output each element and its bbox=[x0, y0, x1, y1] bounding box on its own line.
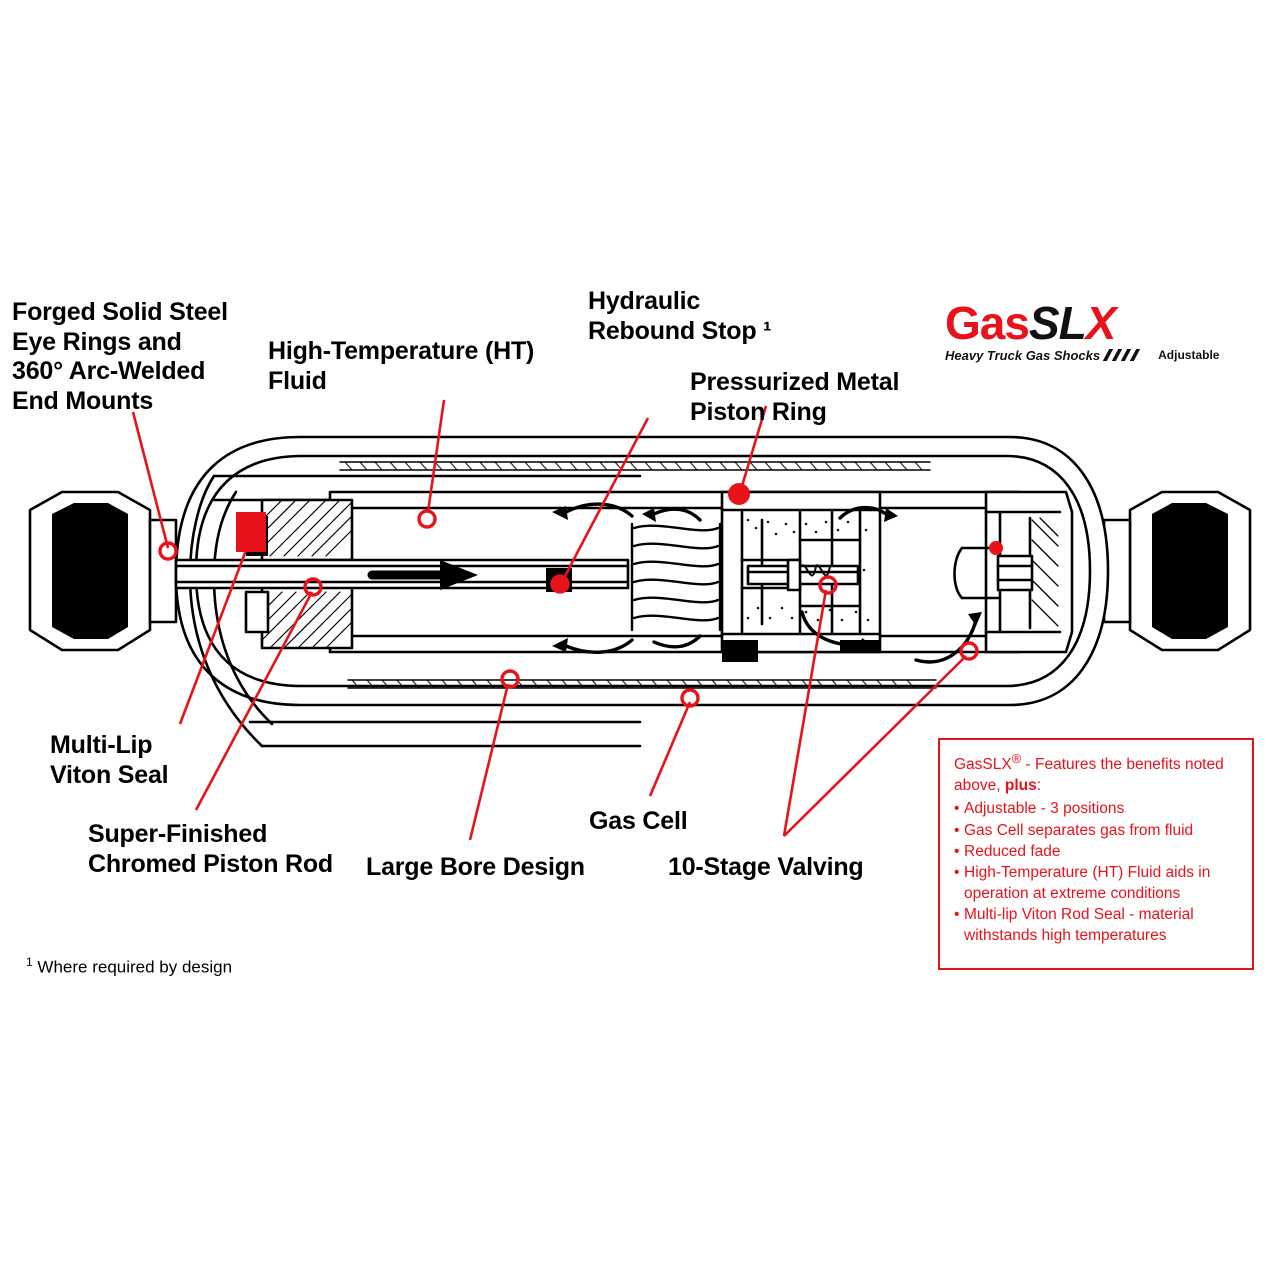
features-list bbox=[954, 799, 1242, 946]
callout-ten-stage-valving bbox=[668, 853, 864, 883]
features-intro-colon: : bbox=[1036, 776, 1042, 794]
callout-line: 10-Stage Valving bbox=[668, 853, 864, 881]
callout-line: Fluid bbox=[268, 366, 327, 395]
features-intro-prefix: GasSLX bbox=[954, 756, 1012, 774]
feature-item: • Reduced fade bbox=[954, 842, 1242, 862]
features-intro bbox=[954, 750, 1242, 796]
feature-item: • Gas Cell separates gas from fluid bbox=[954, 821, 1242, 841]
callout-ht-fluid bbox=[268, 337, 534, 396]
feature-item: • High-Temperature (HT) Fluid aids in operation at extreme conditions bbox=[954, 863, 1242, 904]
piston-valve-assembly bbox=[722, 492, 880, 662]
callout-hydraulic-rebound-stop bbox=[588, 287, 771, 346]
logo-wordmark bbox=[945, 297, 1255, 349]
callout-line: Hydraulic bbox=[588, 287, 701, 315]
callout-large-bore-design bbox=[366, 853, 585, 883]
callout-line: High-Temperature (HT) bbox=[268, 337, 535, 365]
logo-sl-text: SL bbox=[1028, 297, 1086, 349]
footnote-text: Where required by design bbox=[32, 957, 233, 977]
features-intro-rest: - Features the benefits noted above, bbox=[954, 756, 1224, 794]
footnote-marker: 1 bbox=[26, 955, 33, 969]
callout-forged-eye-rings bbox=[12, 298, 228, 416]
callout-multi-lip-viton-seal bbox=[50, 731, 168, 790]
callout-line: Pressurized Metal bbox=[690, 368, 900, 396]
callout-gas-cell bbox=[589, 807, 687, 837]
callout-line: Forged Solid Steel bbox=[12, 298, 228, 326]
right-eye-mount bbox=[1104, 492, 1250, 650]
callout-super-finished-chromed-piston-rod bbox=[88, 820, 333, 879]
callout-pressurized-metal-piston-ring bbox=[690, 368, 899, 427]
callout-line: 360° Arc-Welded bbox=[12, 357, 206, 385]
callout-line: Chromed Piston Rod bbox=[88, 849, 334, 878]
callout-line: Piston Ring bbox=[690, 397, 827, 426]
registered-mark: ® bbox=[1011, 751, 1022, 766]
callout-line: Rebound Stop ¹ bbox=[588, 316, 772, 345]
footnote bbox=[26, 955, 232, 978]
callout-line: End Mounts bbox=[12, 386, 154, 415]
logo-tagline-row bbox=[945, 346, 1255, 363]
callout-line: Gas Cell bbox=[589, 807, 688, 835]
callout-line: Viton Seal bbox=[50, 760, 169, 789]
logo-gas-text: Gas bbox=[945, 297, 1029, 349]
logo-slash-marks bbox=[1106, 349, 1152, 361]
callout-line: Large Bore Design bbox=[366, 853, 585, 881]
logo-adjustable-label: Adjustable bbox=[1158, 347, 1220, 362]
feature-item: • Multi-lip Viton Rod Seal - material withstands high temperatures bbox=[954, 905, 1242, 946]
logo-x-text: X bbox=[1085, 297, 1116, 349]
features-intro-bold: plus bbox=[1004, 776, 1037, 794]
logo-tagline: Heavy Truck Gas Shocks bbox=[945, 348, 1101, 363]
callout-line: Eye Rings and bbox=[12, 327, 182, 356]
callout-line: Multi-Lip bbox=[50, 731, 153, 759]
gasslx-logo bbox=[945, 297, 1255, 380]
feature-item: • Adjustable - 3 positions bbox=[954, 799, 1242, 819]
callout-line: Super-Finished bbox=[88, 820, 268, 848]
left-eye-mount bbox=[30, 492, 176, 650]
features-callout-box bbox=[938, 738, 1254, 970]
